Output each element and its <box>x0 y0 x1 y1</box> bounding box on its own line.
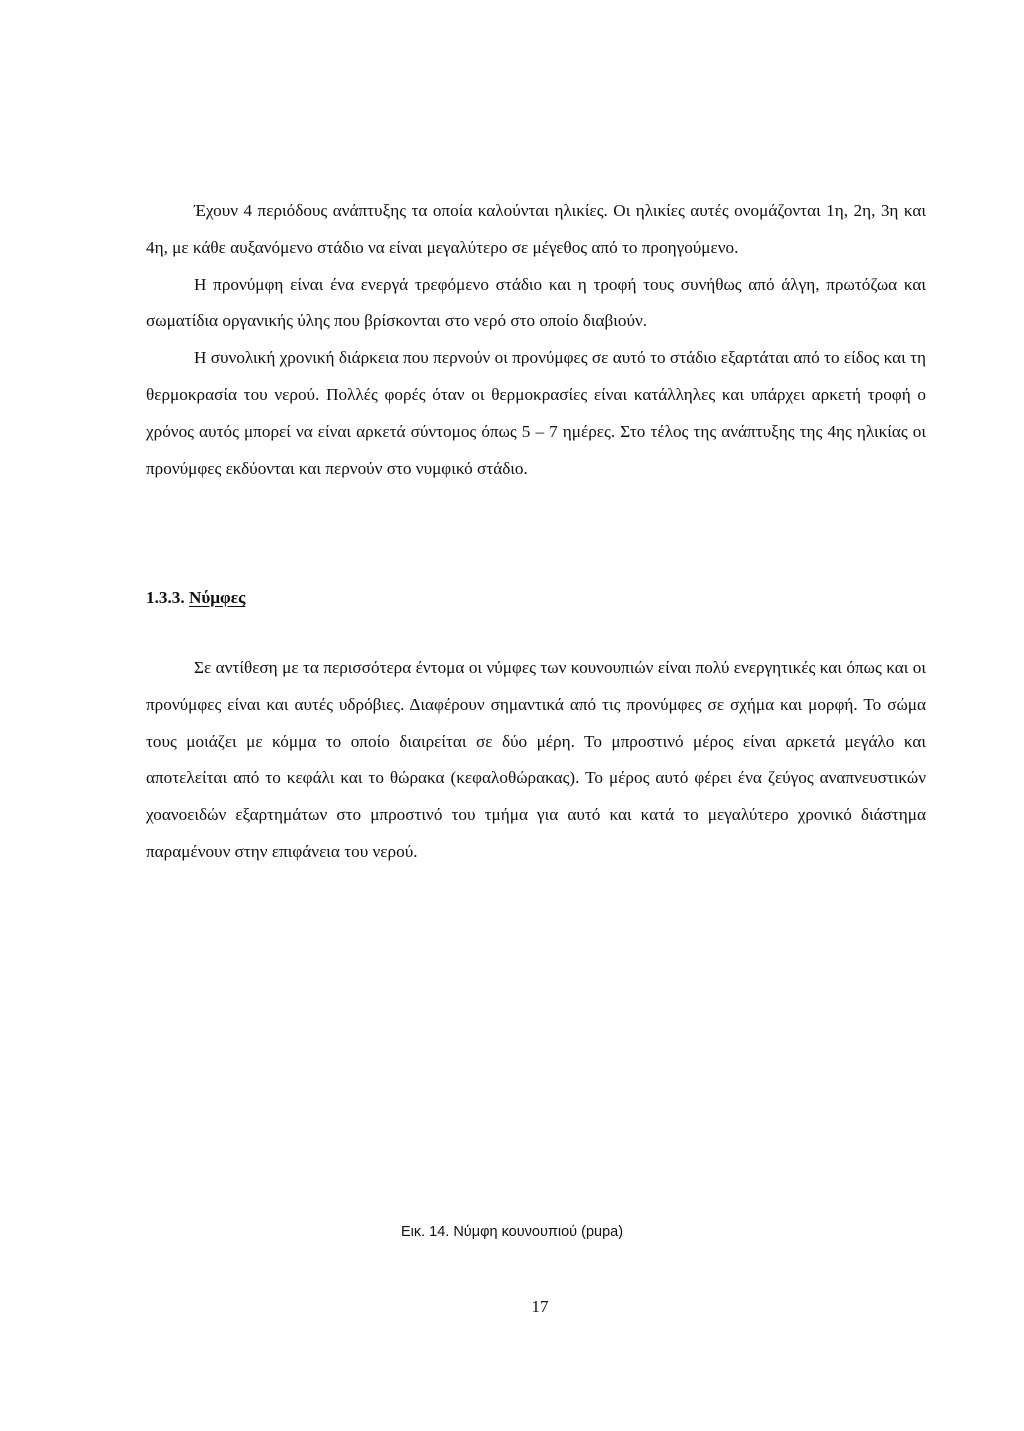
page-number: 17 <box>531 1297 549 1316</box>
section-heading <box>146 583 245 613</box>
paragraph-larva-feeding: Η προνύμφη είναι ένα ενεργά τρεφόμενο στάδιο και η τροφή τους συνήθως από άλγη, πρωτόζωα και σωματίδια οργανικής ύλης που βρίσκονται στο νερό στο οποίο διαβιούν. <box>146 274 926 331</box>
section-number: 1.3.3. <box>146 588 185 607</box>
paragraph-development-stages: Έχουν 4 περιόδους ανάπτυξης τα οποία καλούνται ηλικίες. Οι ηλικίες αυτές ονομάζονται 1η, 2η, 3η και 4η, με κάθε αυξανόμενο στάδιο να είναι μεγαλύτερο σε μέγεθος από το προηγούμενο. <box>146 201 926 257</box>
text-block-top <box>146 193 926 487</box>
text-block-bottom <box>146 650 926 871</box>
figure-caption: Εικ. 14. Νύμφη κουνουπιού (pupa) <box>400 1224 624 1240</box>
section-title: Νύμφες <box>188 588 246 607</box>
paragraph-pupa-description: Σε αντίθεση με τα περισσότερα έντομα οι νύμφες των κουνουπιών είναι πολύ ενεργητικές και όπως και οι προνύμφες είναι και αυτές υδρόβιες. Διαφέρουν σημαντικά από τις προνύμφες σε σχήμα και μορφή. Το σώμα τους μοιάζει με κόμμα το οποίο διαιρείται σε δύο μέρη. Το μπροστινό μέρος είναι αρκετά μεγάλο και αποτελείται από το κεφάλι και το θώρακα (κεφαλοθώρακας). Το μέρος αυτό φέρει ένα ζεύγος αναπνευστικών χοανοειδών εξαρτημάτων στο μπροστινό του τμήμα για αυτό και κατά το μεγαλύτερο χρονικό διάστημα παραμένουν στην επιφάνεια του νερού. <box>146 658 926 861</box>
paragraph-larva-duration: Η συνολική χρονική διάρκεια που περνούν οι προνύμφες σε αυτό το στάδιο εξαρτάται από το είδος και τη θερμοκρασία του νερού. Πολλές φορές όταν οι θερμοκρασίες είναι κατάλληλες και υπάρχει αρκετή τροφή ο χρόνος αυτός μπορεί να είναι αρκετά σύντομος όπως 5 – 7 ημέρες. Στο τέλος της ανάπτυξης της 4ης ηλικίας οι προνύμφες εκδύονται και περνούν στο νυμφικό στάδιο. <box>146 348 926 478</box>
